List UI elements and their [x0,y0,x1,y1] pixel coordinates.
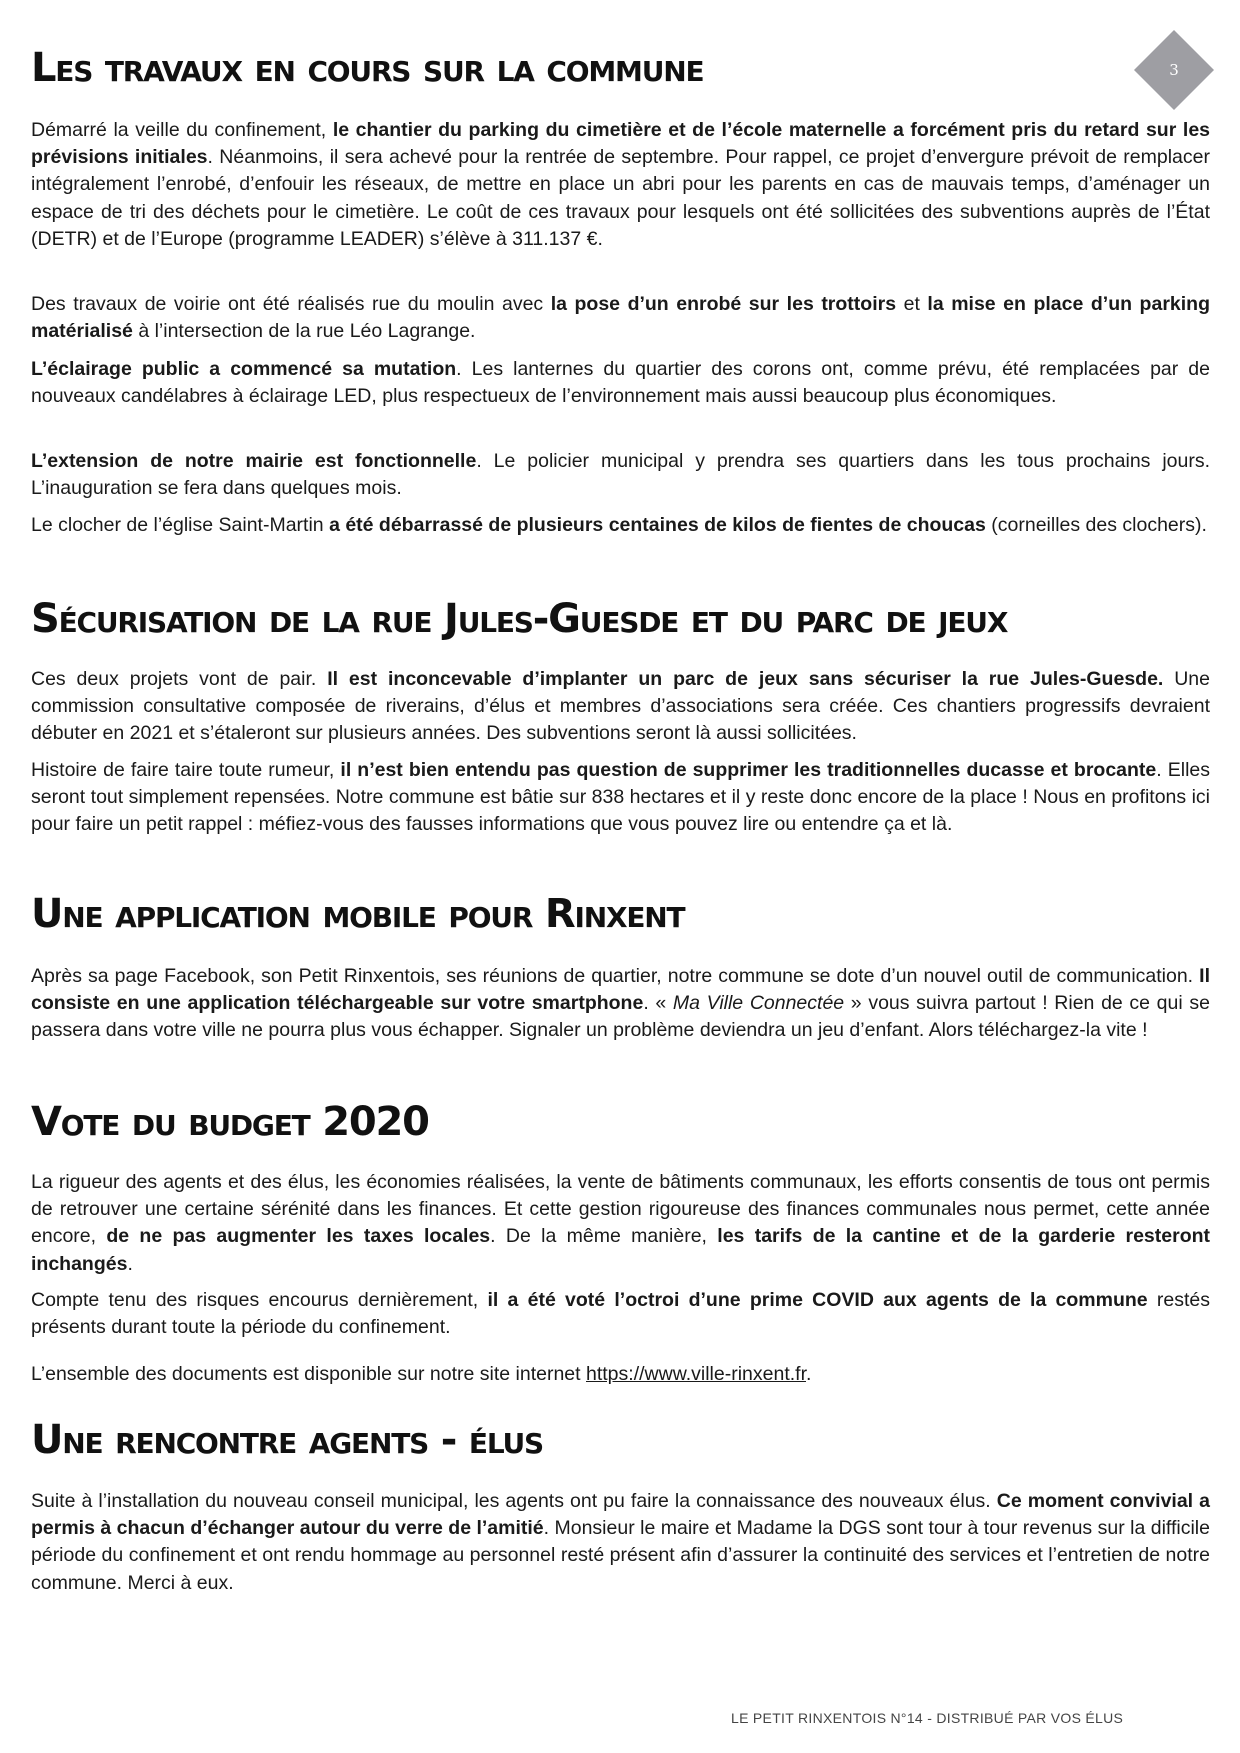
page-number: 3 [1169,61,1179,79]
paragraph: Démarré la veille du confinement, le chantier du parking du cimetière et de l’école maternelle a forcément pris du retard sur les prévisions initiales. Néanmoins, il sera achevé pour la rentrée de septembre. Pour rappel, ce projet d’envergure prévoit de remplacer intégralement l’enrobé, d’enfouir les réseaux, de mettre en place un abri pour les parents en cas de mauvais temps, d’aménager un espace de tri des déchets pour le cimetière. Le coût de ces travaux pour lesquels ont été sollicitées des subventions auprès de l’État (DETR) et de l’Europe (programme LEADER) s’élève à 311.137 €. [31,119,1211,250]
paragraph: Histoire de faire taire toute rumeur, il n’est bien entendu pas question de supprimer les traditionnelles ducasse et brocante. Elles seront tout simplement repensées. Notre commune est bâtie sur 838 hectares et il y reste donc encore de la place ! Nous en profitons ici pour faire un petit rappel : méfiez-vous des fausses informations que vous pouvez lire ou entendre ça et là. [31,759,1211,836]
paragraph: Des travaux de voirie ont été réalisés rue du moulin avec la pose d’un enrobé sur les trottoirs et la mise en place d’un parking matérialisé à l’intersection de la rue Léo Lagrange. [31,293,1210,343]
paragraph: La rigueur des agents et des élus, les économies réalisées, la vente de bâtiments communaux, les efforts consentis de tous ont permis de retrouver une certaine sérénité dans les finances. Et cette gestion rigoureuse des finances communales nous permet, cette année encore, de ne pas augmenter les taxes locales. De la même manière, les tarifs de la cantine et de la garderie resteront inchangés. [31,1171,1211,1275]
paragraph: Après sa page Facebook, son Petit Rinxentois, ses réunions de quartier, notre commune se dote d’un nouvel outil de communication. Il consiste en une application téléchargeable sur votre smartphone. « Ma Ville Connectée » vous suivra partout ! Rien de ce qui se passera dans votre ville ne pourra plus vous échapper. Signaler un problème deviendra un jeu d’enfant. Alors téléchargez-la vite ! [31,965,1210,1042]
page-footer: LE PETIT RINXENTOIS N°14 - DISTRIBUÉ PAR VOS ÉLUS [731,1710,1124,1726]
section-title-budget: Vote du budget 2020 [31,1099,429,1145]
paragraph: L’ensemble des documents est disponible sur notre site internet https://www.ville-rinxent.fr. [31,1363,812,1385]
paragraph: L’extension de notre mairie est fonctionnelle. Le policier municipal y prendra ses quartiers dans les tous prochains jours. L’inauguration se fera dans quelques mois. [31,450,1211,500]
page-number-badge [1134,30,1214,110]
section-title-application: Une application mobile pour Rinxent [31,891,685,937]
paragraph: Le clocher de l’église Saint-Martin a été débarrassé de plusieurs centaines de kilos de fientes de choucas (corneilles des clochers). [31,514,1207,536]
website-link[interactable]: https://www.ville-rinxent.fr [586,1363,806,1385]
section-title-travaux: Les travaux en cours sur la commune [31,45,704,91]
paragraph: Ces deux projets vont de pair. Il est inconcevable d’implanter un parc de jeux sans sécuriser la rue Jules-Guesde. Une commission consultative composée de riverains, d’élus et membres d’associations sera créée. Ces chantiers progressifs devraient débuter en 2021 et s’étaleront sur plusieurs années. Des subventions seront là aussi sollicitées. [31,668,1210,745]
paragraph: L’éclairage public a commencé sa mutation. Les lanternes du quartier des corons ont, comme prévu, été remplacées par de nouveaux candélabres à éclairage LED, plus respectueux de l’environnement mais aussi beaucoup plus économiques. [31,358,1210,408]
section-title-securisation: Sécurisation de la rue Jules-Guesde et du parc de jeux [31,596,1008,642]
paragraph: Compte tenu des risques encourus dernièrement, il a été voté l’octroi d’une prime COVID aux agents de la commune restés présents durant toute la période du confinement. [31,1289,1210,1339]
section-title-rencontre: Une rencontre agents - élus [31,1417,543,1463]
paragraph: Suite à l’installation du nouveau conseil municipal, les agents ont pu faire la connaissance des nouveaux élus. Ce moment convivial a permis à chacun d’échanger autour du verre de l’amitié. Monsieur le maire et Madame la DGS sont tour à tour revenus sur la difficile période du confinement et ont rendu hommage au personnel resté présent afin d’assurer la continuité des services et l’entretien de notre commune. Merci à eux. [31,1490,1210,1594]
